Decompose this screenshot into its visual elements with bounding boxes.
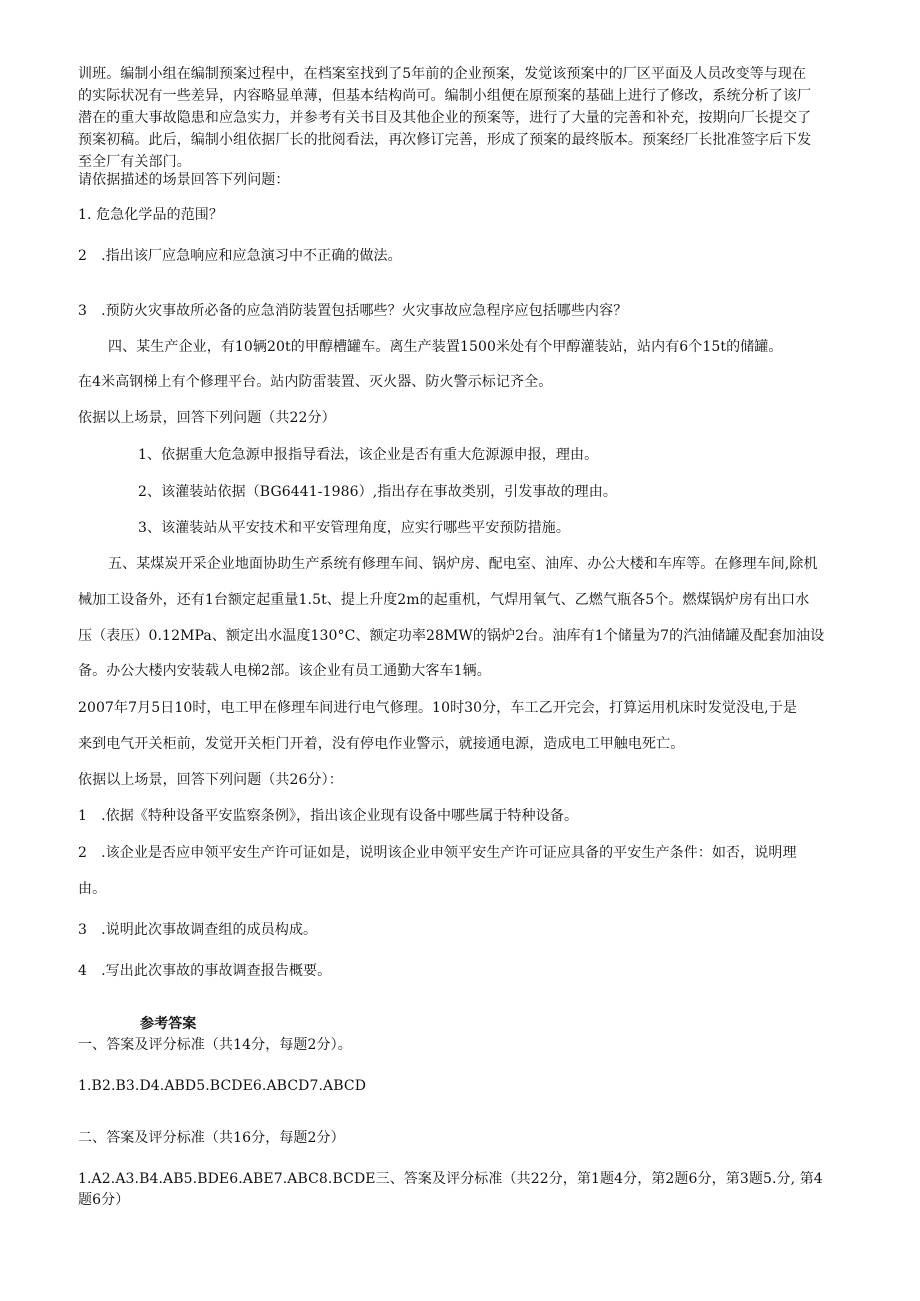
section-5-prompt: 依据以上场景，回答下列问题（共26分）： [78,772,343,788]
intro-line-2: 的实际状况有一些差异，内容略显单薄，但基本结构尚可。编制小组便在原预案的基础上进行了修改，系统分析了该厂 [78,88,812,104]
intro-line-1: 训班。编制小组在编制预案过程中，在档案室找到了5年前的企业预案，发觉该预案中的厂区平面及人员改变等与现在 [78,66,807,82]
question-item-2: 2 .指出该厂应急响应和应急演习中不正确的做法。 [78,248,402,264]
intro-prompt: 请依据描述的场景回答下列问题： [78,172,290,188]
answers-section-1-keys: 1.B2.B3.D4.ABD5.BCDE6.ABCD7.ABCD [78,1078,367,1094]
section-5-line-1: 五、某煤炭开采企业地面协助生产系统有修理车间、锅炉房、配电室、油库、办公大楼和车库等。在修理车间,除机 [108,556,818,572]
answers-section-1-title: 一、答案及评分标准（共14分，每题2分）。 [78,1037,352,1053]
section-4-question-2: 2、该灌装站依据（BG6441-1986）,指出存在事故类别，引发事故的理由。 [138,484,617,500]
section-5-line-4: 备。办公大楼内安装载人电梯2部。该企业有员工通勤大客车1辆。 [78,663,491,679]
section-4-line-1: 四、某生产企业，有10辆20t的甲醇槽罐车。离生产装置1500米处有个甲醇灌装站，站内有6个15t的储罐。 [108,339,783,355]
answers-section-2-title: 二、答案及评分标准（共16分，每题2分） [78,1130,345,1146]
answers-title: 参考答案 [140,1016,197,1032]
intro-line-5: 至全厂有关部门。 [78,154,191,170]
question-item-1: 1. 危急化学品的范围？ [78,207,224,223]
section-5-line-2: 械加工设备外，还有1台额定起重量1.5t、提上升度2m的起重机，气焊用氧气、乙燃气瓶各5个。燃煤锅炉房有出口水 [78,592,810,608]
section-4-question-1: 1、依据重大危急源申报指导看法，该企业是否有重大危源源申报，理由。 [138,447,599,463]
section-5-question-3: 3 .说明此次事故调查组的成员构成。 [78,922,318,938]
answers-section-2-line-1: 1.A2.A3.B4.AB5.BDE6.ABE7.ABC8.BCDE三、答案及评分标准（共22分，第1题4分，第2题6分，第3题5.分, 第4 [78,1171,823,1187]
intro-line-4: 预案初稿。此后，编制小组依据厂长的批阅看法，再次修订完善，形成了预案的最终版本。预案经厂长批准签字后下发 [78,132,812,148]
section-5-event-line-2: 来到电气开关柜前，发觉开关柜门开着，没有停电作业警示，就接通电源，造成电工甲触电死亡。 [78,736,685,752]
section-5-question-1: 1 .依据《特种设备平安监察条例》，指出该企业现有设备中哪些属于特种设备。 [78,808,579,824]
section-5-question-2-cont: 由。 [78,881,107,897]
intro-line-3: 潜在的重大事故隐患和应急实力，并参考有关书目及其他企业的预案等，进行了大量的完善和补充，按期向厂长提交了 [78,110,812,126]
section-4-prompt: 依据以上场景，回答下列问题（共22分） [78,410,336,426]
section-5-question-2: 2 .该企业是否应申领平安生产许可证如是，说明该企业申领平安生产许可证应具备的平安生产条件：如否，说明理 [78,845,797,861]
answers-section-2-line-2: 题6分） [78,1192,130,1208]
section-4-line-2: 在4米高钢梯上有个修理平台。站内防雷装置、灭火器、防火警示标记齐全。 [78,374,553,390]
question-item-3: 3 .预防火灾事故所必备的应急消防装置包括哪些？火灾事故应急程序应包括哪些内容？ [78,303,628,319]
section-5-event-line-1: 2007年7月5日10时，电工甲在修理车间进行电气修理。10时30分，车工乙开完会，打算运用机床时发觉没电,于是 [78,700,797,716]
section-4-question-3: 3、该灌装站从平安技术和平安管理角度，应实行哪些平安预防措施。 [138,520,571,536]
section-5-line-3: 压（表压）0.12MPa、额定出水温度130°C、额定功率28MW的锅炉2台。油库有1个储量为7的汽油储罐及配套加油设 [78,628,825,644]
section-5-question-4: 4 .写出此次事故的事故调查报告概要。 [78,963,332,979]
